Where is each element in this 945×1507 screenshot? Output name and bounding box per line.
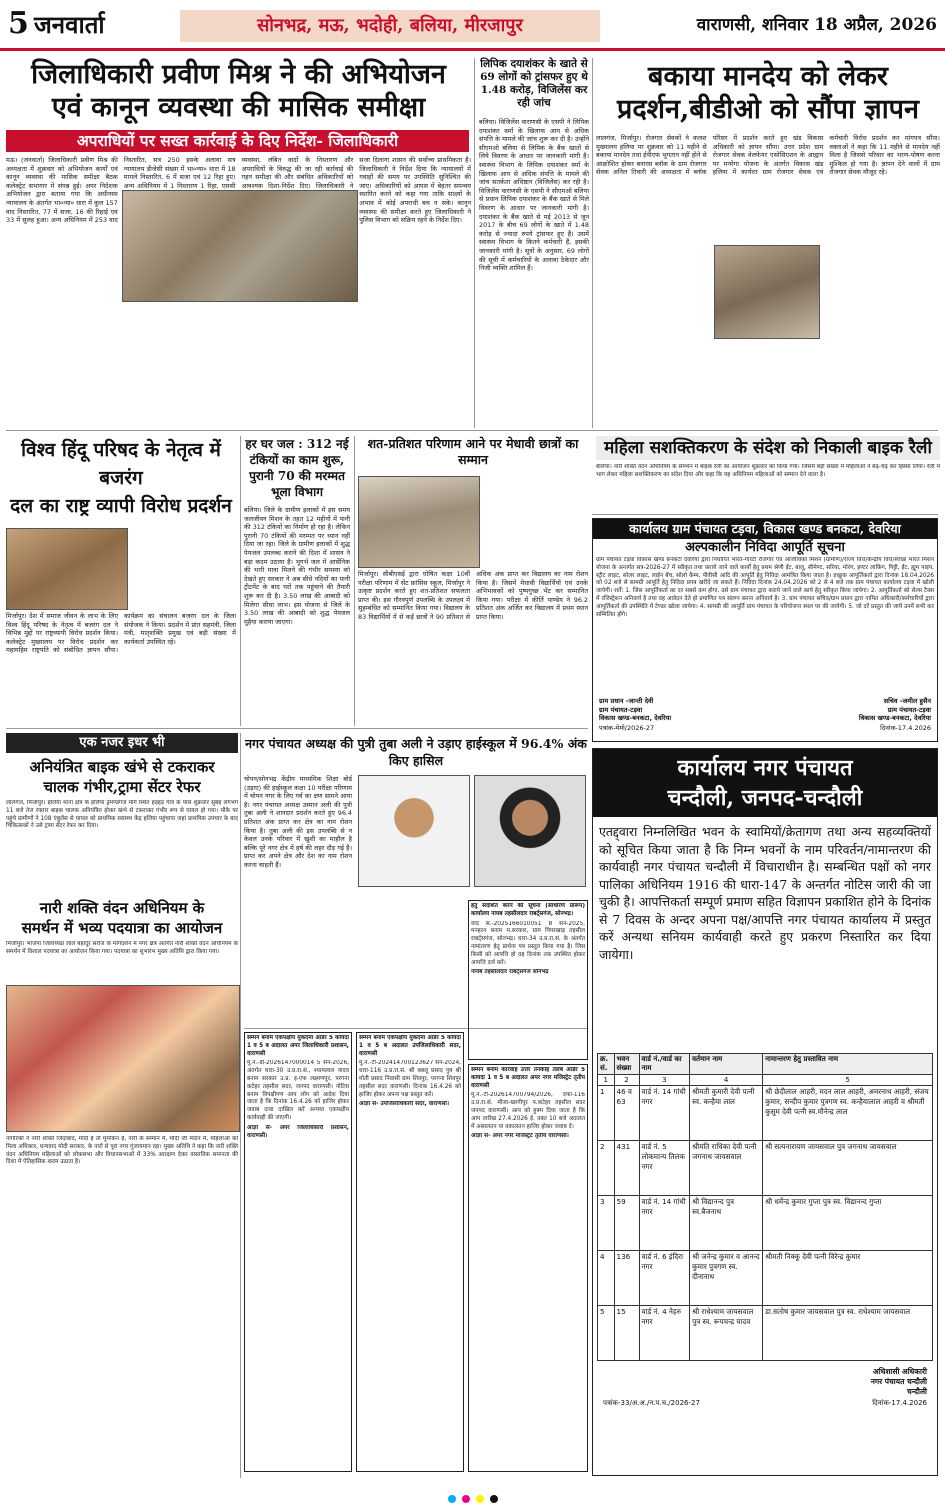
tuba-body: चोपन/सोनभद्र केंद्रीय माध्यमिक शिक्षा बोर्ड (उड़ाए) की हाईस्कूल कक्षा 10 परीक्षा परिणाम में चोपन नगर के लिए गर्व का क्षण सामने आया है। नगर पंचायत अध्यक्ष उस्मान अली की पुत्री तुबा अली ने शानदार प्रदर्शन करते हुए 96.4 प्रतिशत अंक प्राप्त कर क्षेत्र का नाम रोशन किया है। तुबा अली की इस उपलब्धि से न केवल उनके परिवार में खुशी का माहौल है बल्कि पूरे नगर क्षेत्र में हर्ष की लहर दौड़ गई है। प्राप्त कर अपने क्षेत्र और देश का नाम रोशन करना चाहती हैं।	[244, 775, 352, 869]
tender-signatures	[593, 697, 937, 723]
table-cell: श्रीमती निक्कू देवी पत्नी विरेन्द्र कुमार	[763, 1251, 933, 1306]
tuba-photo-father	[358, 775, 470, 887]
notice4-sign: आज्ञा से- अपर नगर मजिस्ट्रेट तृतीय वाराणसी।	[471, 1133, 569, 1140]
nagar-sign2: नगर पंचायत चन्दौली	[870, 1377, 927, 1386]
table-cell: श्री विद्यानन्द पुत्र स्व.बैजनाथ	[690, 1196, 763, 1251]
table-cell: डा.सतोष कुमार जायसवाल पुत्र स्व. राधेश्याम जायसवाल	[763, 1306, 933, 1361]
vhp-photo	[6, 528, 128, 610]
nagar-col-header: क्र. सं.	[598, 1054, 615, 1075]
tender-notice	[592, 518, 938, 742]
notice3-body: वाद सं.-2025166010051 8 सन-2025, मनहरन बनाम म.सरकार, ग्राम पिपरखाड़ तहसील राबर्ट्सगंज, सोनभद्र। धारा-34 उ.प्र.रा.सं. के अंतर्गत नामांतरण हेतु प्रार्थना पत्र प्रस्तुत किया गया है। जिस किसी को आपत्ति हो वह दिनांक तक उपस्थित होकर आपत्ति दर्ज करें।	[471, 920, 585, 966]
vhp-headline-line2: दल का राष्ट्र व्यापी विरोध प्रदर्शन	[10, 495, 232, 517]
col-rule	[592, 58, 593, 428]
tuba-headline: नगर पंचायत अध्यक्ष की पुत्री तुबा अली ने उड़ाए हाईस्कूल में 96.4% अंक किए हासिल	[245, 736, 587, 768]
story1-headline-line1: जिलाधिकारी प्रवीण मिश्र ने की अभियोजन	[31, 59, 446, 90]
table-cell: 15	[614, 1306, 639, 1361]
table-cell: श्री सत्यनारायण जायसवाल पुत्र जगनाथ जायसवाल	[763, 1141, 933, 1196]
story1-subhead: अपराधियों पर सख्त कार्रवाई के दिए निर्देश- जिलाधिकारी	[6, 130, 469, 152]
nagar-signature	[593, 1361, 937, 1397]
table-cell: वार्ड नं. 6 इंदिरा नगर	[639, 1251, 690, 1306]
masthead	[0, 0, 945, 52]
nagar-body: एतद्द्वारा निम्नलिखित भवन के स्वामियों/क्रेतागण तथा अन्य सहव्यक्तियों को सूचित किया जाता है कि निम्न भवनों के नाम परिवर्तन/नामान्तरण की कार्यवाही नगर पंचायत चन्दौली में विचाराधीन है। सम्बन्धित पक्षों को नगर पालिका अधिनियम 1916 की धारा-147 के अन्तर्गत नोटिस जारी की जा चुकी है। आपत्तिकर्ता सम्पूर्ण प्रमाण सहित विज्ञापन प्रकाशित होने के दिनांक से 7 दिवस के अन्दर अपना पक्ष/आपत्ति नगर पंचायत कार्यालय में प्रस्तुत करें अन्यथा सनियम कार्यवाही करते हुए प्रकरण निस्तारित कर दिया जायेगा।	[599, 824, 931, 962]
notice2-title: सम्मन बनाम एकपक्षीय मुकदमा आर्डर 5 कायदा 1 व 5 ब अदालत उपजिलाधिकारी सदर, वाराणसी	[359, 1035, 461, 1057]
tender-ref-row	[593, 723, 937, 732]
table-cell: वार्ड नं. 14 गांधी नगर	[639, 1086, 690, 1141]
table-cell: 46 व 63	[614, 1086, 639, 1141]
story2-photo-protest	[714, 245, 820, 339]
tender-sign-left-place: ग्राम पंचायत-टड़वा	[599, 705, 643, 714]
tender-sign-left-block: विकास खण्ड-बनकटा, देवरिया	[599, 714, 672, 722]
section-rule	[592, 514, 938, 515]
table-cell: वार्ड नं. 14 गांधी नगर	[639, 1196, 690, 1251]
page-number: 5	[8, 6, 29, 41]
color-registration-bar	[0, 1488, 945, 1507]
section-rule	[6, 430, 938, 431]
nari-body2: नागरिकों ने नारी शक्ति जिंदाबाद, मोदी है तो मुमकिन है, नारी के सम्मान में, मोदी जी मैदान में, महिलाओं को मिला अधिकार, धन्यवाद मोदी सरकार, के नारों से पूरा नगर गुंजायमान रहा। मुख्य अतिथि ने कहा कि नारी शक्ति वंदन अधिनियम महिलाओं को लोकसभा और विधानसभाओं में 33% आरक्षण देकर वास्तविक समानता की दिशा में ऐतिहासिक कदम उठाता है।	[6, 1136, 238, 1166]
rally-headline: महिला सशक्तिकरण के संदेश को निकाली बाइक रैली	[596, 436, 940, 460]
tender-body: ग्राम पंचायत टड़वा विकास खण्ड बनकटा देवरिया द्वारा निर्धारित भारत-गारंटी रोजगार एवं आजीविका मिशन (ग्रामीण)/राज्य वित्त/केन्द्रीय वित्त/स्वच्छ भारत मिशन योजना के अन्तर्गत सत्र-2026-27 में स्वीकृत तथा कराये जाने वाले कार्यों हेतु प्रथम श्रेणी ईंट, बालू, सीमेण्ट, सरिया, मोरंग, इण्टर लाकिंग, गिट्टी, ईंट, ह्यूम पाइप, स्ट्रीट लाइट, सोलर लाइट, लाईन बेंच, सोलो कैम्प, पीवीसी आदि की आपूर्ति हेतु निविदा आमंत्रित किया जाता है। इच्छुक आपूर्तिकर्ता द्वारा दिनांक 18.04.2026 को 02 बजे से सामग्री आपूर्ति हेतु निविदा प्रपत्र खरीदे जा सकते हैं। निविदा दिनांक 24.04.2026 को 2 से 4 बजे तक ग्राम पंचायत कार्यालय टड़वा में खोली जायेगी। शर्तें: 1. जिस आपूर्तिकर्ता का दर सबसे कम होगा, उसे ग्राम पंचायत द्वारा कराये जाने वाले कार्य हेतु स्वीकृत किया जायेगा। 2. आपूर्तिकर्ता को सेल्स टैक्स में रजिस्ट्रेशन अनिवार्य है तथा वह आवेदन देते हो प्रमाणित पत्र संलग्न करना अनिवार्य है। 3. ग्राम पंचायत सचिव/ग्राम प्रधान द्वारा नामित अधिकारी/कर्मचारियों द्वारा आपूर्तिकर्ता की उपस्थिति में टेण्डर खोला जायेगा। 4. सामग्री की आपूर्ति ग्राम पंचायत के परियोजना स्थल पर की जायेगी। 5. जो दरें प्रस्तुत की जायें उनमें सभी कर सम्मिलित होंगे।	[596, 557, 935, 618]
notice4-title: सम्मन बनाम कारवाह उत्तर तनकीह तलब आर्डर 5 कायदा 1 व 5 ब अदालत अपर नगर मजिस्ट्रेट तृतीय वाराणसी	[471, 1067, 585, 1089]
tender-office: कार्यालय ग्राम पंचायत टड़वा, विकास खण्ड बनकटा, देवरिया	[593, 519, 937, 539]
tender-title: अल्पकालीन निविदा आपूर्ति सूचना	[685, 540, 845, 555]
nagar-ref-row	[593, 1397, 937, 1410]
notice1-body: मु.नं.-डी-2026147000014 5 सन-2026, अंतर्गत धारा-30 उ.प्र.रा.सं., श्यामलाल यादव बनाम सरकार उ.प्र. इ-एफ लक्ष्मणपुर, परगना कटेहर तहसील सदर, जनपद वाराणसी। नोटिस बनाम विपक्षीगण आप लोग को आदेश दिया जाता है कि दिनांक 16.4.26 को हाजिर होकर जवाब दावा दाखिल करें अन्यथा एकपक्षीय कार्यवाही की जाएगी।	[247, 1060, 349, 1121]
table-cell: 5	[598, 1306, 615, 1361]
table-cell: श्री जनेन्द्र कुमार व आनन्द कुमार पुत्रगण स्व. दीनानाथ	[690, 1251, 763, 1306]
result-headline: शत-प्रतिशत परिणाम आने पर मेधावी छात्रों का सम्मान	[367, 436, 579, 467]
nagar-table-header-numbers	[598, 1075, 933, 1086]
story2-body: लालगंज, मिर्जापुर। रोजगार सेवकों ने कलश मुख्यालय हलिया पर शुक्रवार को 11 महीने से बकाया मानदेय तथा ईपीएफ भुगतान नहीं होने से आक्रोशित होकर बनारस ब्लॉक के ग्राम रोजगार सेवक अनिल तिवारी की अध्यक्षता में ब्लॉक परिसर में प्रदर्शन करते हुए खंड विकास अधिकारी को ज्ञापन सौंपा। उत्तर प्रदेश ग्राम रोजगार सेवक वेलफेयर एसोसिएशन के आह्वान पर मनरेगा योजना के अंतर्गत विकास खंड हलिया में कार्यरत ग्राम रोजगार सेवक एवं कर्मचारी विरोध प्रदर्शन कर मांगपत्र सौंपा। वक्ताओं ने कहा कि 11 महीने से मानदेय नहीं मिला है जिससे परिवार का भरण-पोषण करना मुश्किल हो गया है। ज्ञापन देने वालों में ग्राम रोजगार सेवक मौजूद रहे।	[596, 134, 940, 177]
bike-headline-line1: अनियंत्रित बाइक खंभे से टकराकर	[29, 758, 215, 776]
notice4	[468, 1064, 588, 1472]
notice1-sign: आज्ञा से- अपर जिलाधिकारी प्रशासन, वाराणसी।	[247, 1124, 349, 1139]
table-row	[598, 1086, 933, 1141]
nagar-sign3: चन्दौली	[906, 1387, 927, 1396]
nari-headline-line2: समर्थन में भव्य पदयात्रा का आयोजन	[21, 919, 223, 937]
bike-body: लालगंज, मिर्जापुर। हलिया थाना क्षेत्र के हलिया ड्रमण्डगंज मार्ग स्थित हड़हड़ गांव के पास शुक्रवार सुबह लगभग 11 बजे तेज रफ्तार बाइक चालक अनियंत्रित होकर खंभे से टकराकर गंभीर रूप से घायल हो गया। मौके पर पहुंचे ग्रामीणों ने 108 एंबुलेंस से घायल को प्राथमिक स्वास्थ्य केंद्र हलिया पहुंचाया जहां प्राथमिक उपचार के बाद चिकित्सकों ने उसे ट्रामा सेंटर रेफर कर दिया।	[6, 800, 238, 830]
result-body: मिर्जापुर। सीबीएसई द्वारा घोषित कक्षा 10वीं परीक्षा परिणाम में सेंट फ्रांसिस स्कूल, मिर्जापुर ने उत्कृष्ट प्रदर्शन करते हुए शत-प्रतिशत सफलता प्राप्त की। इस गौरवपूर्ण उपलब्धि के उपलक्ष्य में सुहम्बंधित को सम्मानित किया गया। विद्यालय के 83 विद्यार्थियों में से कई छात्रों ने 90 प्रतिशत से अधिक अंक प्राप्त कर विद्यालय का नाम रोशन किया है। जिसमें मेधावी विद्यार्थियों एवं उनके अभिभावकों को पुष्पगुच्छ भेंट कर सम्मानित किया गया। परीक्षा में कीर्ति पाण्डेय ने 96.2 प्रतिशत अंक अर्जित कर विद्यालय में प्रथम स्थान प्राप्त किया।	[358, 570, 588, 621]
story1-photo-meeting	[122, 190, 358, 302]
nari-headline-line1: नारी शक्ति वंदन अधिनियम के	[39, 899, 205, 917]
table-cell: 4	[598, 1251, 615, 1306]
nari-body: मिर्जापुर। भाजपा जिलाध्यक्ष लाल बहादुर सरोज के मार्गदर्शन में नगर क्षेत्र अंतर्गत नारी शक्ति वंदन अधिनियम के समर्थन में विशाल पदयात्रा का आयोजन किया गया। पदयात्रा का शुभारंभ मुख्य अतिथि द्वारा किया गया।	[6, 941, 238, 955]
section-rule	[6, 728, 588, 729]
nagar-col-number: 2	[614, 1075, 639, 1086]
col-rule	[240, 436, 241, 726]
nagar-col-header: नामान्तरण हेतु प्रस्तावित नाम	[763, 1054, 933, 1075]
nagar-table-header	[598, 1054, 933, 1075]
notice3-sign: नायब तहसीलदार राबर्ट्सगंज सोनभद्र	[471, 969, 549, 976]
nagar-title	[593, 749, 937, 817]
notice1	[244, 1032, 352, 1472]
nagar-date: दिनांक-17.4.2026	[872, 1399, 927, 1407]
nari-photo-padyatra	[6, 985, 240, 1132]
table-cell: 59	[614, 1196, 639, 1251]
tuba-photo-student	[474, 775, 586, 887]
story1-headline	[6, 58, 471, 124]
vhp-headline-line1: विश्व हिंदू परिषद के नेतृत्व में बजरंग	[21, 439, 221, 489]
notice4-body: मु.नं.-टी-202614700794/2026, दफा-116 उ.प्र.रा.सं. मौजा-खरगीपुर प.कटेहर तहसील सदर जनपद वाराणसी। आप को हुक्म दिया जाता है कि आप तारीख 27.4.2026 ई. वक्त 10 बजे अदालत में असालतन या वकालतन हाजिर होकर जवाब दें।	[471, 1092, 585, 1130]
nagar-table-wrap	[593, 1053, 937, 1361]
tender-sign-right-block: विकास खण्ड-बनकटा, देवरिया	[858, 714, 931, 722]
story1-headline-line2: एवं कानून व्यवस्था की मासिक समीक्षा	[51, 92, 426, 123]
ek-nazar-label: एक नजर इधर भी	[6, 733, 238, 753]
table-cell: वार्ड नं. 5 लोकमान्य तिलक नगर	[639, 1141, 690, 1196]
nagar-title-line2: चन्दौली, जनपद-चन्दौली	[667, 785, 863, 811]
tender-sign-left-label: ग्राम प्रधान -जान्ती देवी	[599, 697, 654, 705]
nagar-title-line1: कार्यालय नगर पंचायत	[677, 755, 853, 781]
nagar-col-number: 4	[690, 1075, 763, 1086]
bike-headline	[6, 757, 238, 797]
table-cell: 2	[598, 1141, 615, 1196]
nagar-col-header: वार्ड नं./वार्ड का नाम	[639, 1054, 690, 1075]
tender-sign-right-label: सचिव -जमील हुसैन	[883, 697, 931, 705]
nagar-col-number: 1	[598, 1075, 615, 1086]
dateline: वाराणसी, शनिवार 18 अप्रैल, 2026	[696, 15, 937, 35]
tank-body: बलिया। जिले के ग्रामीण इलाकों में इस समय जलजीवन मिशन के तहत 12 महीनों में पानी की 312 टंकियों का निर्माण हो रहा है। लेकिन पुरानी 70 टंकियों की मरम्मत पर ध्यान नहीं दिया जा रहा। जिले के ग्रामीण इलाकों में शुद्ध पेयजल उपलब्ध कराने की दिशा में शासन ने बड़ा कदम उठाया है। भूगर्भ जल में आर्सेनिक की भारी मात्रा मिलने की गंभीर समस्या को देखते हुए सरकार ने अब सीधे नदियों का पानी ट्रीटमेंट के बाद घरों तक पहुंचाने की तैयारी शुरू कर दी है। 3.50 लाख की आबादी को मिलेगा सीधा लाभ। इस योजना से जिले के 3.50 लाख की आबादी को शुद्ध पेयजल मुहैया कराया जाएगा।	[244, 506, 350, 626]
nagar-notice	[592, 748, 938, 1476]
col-rule	[354, 436, 355, 726]
table-cell: श्री धर्मेन्द्र कुमार गुप्ता पुत्र स्व. विद्यानन्द गुप्ता	[763, 1196, 933, 1251]
notice2-body: मु.नं.-टी-202414700123627 सन-2024, धारा-116 उ.प्र.रा.सं. श्री बबलू प्रसाद पुत्र श्री मोती प्रसाद निवासी ग्राम शिवपुर, परगना शिवपुर तहसील सदर वाराणसी। दिनांक 16.4.26 को हाजिर होकर अपना पक्ष प्रस्तुत करें।	[359, 1060, 461, 1098]
table-cell: श्रीमति राधिका देवी पत्नी जगनाथ जायसवाल	[690, 1141, 763, 1196]
result-photo-students	[358, 476, 480, 568]
nagar-col-number: 3	[639, 1075, 690, 1086]
table-row	[598, 1141, 933, 1196]
masthead-rule	[0, 48, 945, 51]
table-cell: 1	[598, 1086, 615, 1141]
notice2-sign: आज्ञा से- उपजिलाधिकारी सदर, वाराणसी।	[359, 1101, 450, 1108]
nari-headline	[6, 898, 238, 938]
bike-headline-line2: चालक गंभीर,ट्रामा सेंटर रेफर	[43, 778, 201, 796]
table-row	[598, 1306, 933, 1361]
story1-body: मऊ। (जनवार्ता) जिलाधिकारी प्रवीण मिश्र की अध्यक्षता में शुक्रवार को अभियोजन कार्यों एवं कानून व्यवस्था की मासिक समीक्षा बैठक कलेक्ट्रेट सभागार में संपन्न हुई। अपर निदेशक अभियोजन द्वारा बताया गया कि अधीनस्थ न्यायालय के अंतर्गत भा०न्या० धारा में कुल 157 वाद निस्तारित, 77 में सजा, 16 की रिहाई एवं 33 में सुलह हुआ। अन्य अधिनियम में 253 वाद निस्तारित, सत्र 250 इसके अलावा सत्र न्यायालय डीजेसी संख्या में भा०न्या० धारा में 18 मामले निस्तारित, 6 में सजा एवं 12 रिहा हुए। अन्य अधिनियम में 1 निस्तारण 1 रिहा, एससी व्यवस्था, लंबित वादों के निस्तारण और अपराधियों के विरुद्ध की जा रही कार्रवाई की गहन समीक्षा की और संबंधित अधिकारियों को आवश्यक दिशा-निर्देश दिए। जिलाधिकारी ने सजा दिलाना शासन की सर्वोच्च प्राथमिकता है। जिलाधिकारी ने निर्देश दिया कि न्यायालयों में गवाहों की समय पर उपस्थिति सुनिश्चित की जाए। अधिकारियों को आपस में बेहतर समन्वय स्थापित करने को कहा गया ताकि साक्ष्यों के अभाव में कोई अपराधी बच न सके। कानून व्यवस्था की समीक्षा करते हुए जिलाधिकारी ने पुलिस विभाग को सक्रिय रहने के निर्देश दिए।	[6, 156, 471, 225]
story2-headline	[596, 60, 940, 126]
vhp-headline	[6, 436, 236, 520]
vhp-body: मिर्जापुर। देश में समाज जीवन के लाभ के लिए विश्व हिंदू परिषद के नेतृत्व में बजरंग दल ने विभिन्न मुद्दों पर राष्ट्रव्यापी विरोध प्रदर्शन किया। कलेक्ट्रेट मुख्यालय पर विरोध प्रदर्शन कर महामहिम राष्ट्रपति को संबोधित ज्ञापन सौंपा। कार्यक्रम का संचालन बजरंग दल के जिला संयोजक ने किया। प्रदर्शन में प्रांत सहमंत्री, जिला मंत्री, मातृशक्ति प्रमुख एवं बड़ी संख्या में कार्यकर्ता उपस्थित रहे।	[6, 612, 236, 655]
table-row	[598, 1196, 933, 1251]
nagar-ref: पत्रांक-33/अ.अ./न.प.च./2026-27	[603, 1399, 700, 1407]
table-cell: श्री छेदीलाल आहरी, मदन लाल आहरी, अमरनाथ आहरी, संजय कुमार, सन्दीप कुमार पुत्रगण स्व. कन्हैयालाल आहरी व श्रीमती कुसुम देवी पत्नी स्व.मौनेन्द्र लाल	[763, 1086, 933, 1141]
nagar-table-body	[598, 1086, 933, 1361]
notice2	[356, 1032, 464, 1472]
notice1-title: सम्मन बनाम एकपक्षीय मुकदमा आर्डर 5 कायदा 1 व 5 ब अदालत अपर जिलाधिकारी प्रशासन, वाराणसी	[247, 1035, 349, 1057]
tank-headline: हर घर जल : 312 नई टंकियों का काम शुरू, पुरानी 70 की मरम्मत भूला विभाग	[245, 437, 349, 499]
tender-date: दिनांक-17.4.2026	[880, 723, 931, 732]
notice3-title: हेतु संदर्शित करने की सूचना (साधारण प्रारूप) कार्यालय नायब तहसीलदार राबर्ट्सगंज, सोनभद्र।	[471, 903, 585, 917]
nagar-col-number: 5	[763, 1075, 933, 1086]
notice3	[468, 900, 588, 1060]
table-cell: श्री राधेश्याम जायसवाल पुत्र स्व. रूपचन्द्र यादव	[690, 1306, 763, 1361]
jila-headline: लिपिक दयाशंकर के खाते से 69 लोगों को ट्रांसफर हुए थे 1.48 करोड़, विजिलेंस कर रही जांच	[480, 58, 588, 109]
table-cell: वार्ड नं. 4 नेहरु नगर	[639, 1306, 690, 1361]
table-row	[598, 1251, 933, 1306]
table-cell: 136	[614, 1251, 639, 1306]
rally-body: बलिया। नारी शक्ति वंदन अधिनियम के समर्थन में बाइक रैली का आयोजन शुक्रवार को किया गया। जिसमें बड़ी संख्या में महिलाओं ने बढ़-चढ़ कर हिस्सा लिया। रैली में भाग लेकर महिला सशक्तिकरण का संदेश दिया और कहा कि यह अधिनियम महिलाओं को सम्मान देने वाला है।	[596, 464, 940, 478]
table-cell: 3	[598, 1196, 615, 1251]
story2-headline-line2: प्रदर्शन,बीडीओ को सौंपा ज्ञापन	[616, 94, 920, 125]
nagar-sign1: अधिशासी अधिकारी	[873, 1367, 927, 1376]
col-rule	[240, 733, 241, 1478]
jila-body: बलिया। विजिलेंस वाराणसी के एसपी ने लिपिक दयाशंकर वर्मा के खिलाफ आय से अधिक संपत्ति के मामले की जांच शुरू कर दी है। उन्होंने सीएमओ बलिया से लिपिक के बैंक खातों से लिये विवरण के आधार पर जानकारी मांगी है। स्वास्थ्य विभाग के लिपिक दयाशंकर वर्मा के खिलाफ आय से अधिक संपत्ति के मामले की जांच सतर्कता अधिष्ठान (विजिलेंस) कर रही है। विजिलेंस वाराणसी के एसपी ने सीएमओ बलिया से प्रधान लिपिक दयाशंकर के बैंक खाते से मिले विवरण के आधार पर जानकारी मांगी है। दयाशंकर के बैंक खाते से मई 2013 से जून 2017 के बीच 69 लोगों के खाते में 1.48 करोड़ से ज्यादा रुपये ट्रांसफर हुए हैं। उसमें स्वास्थ्य विभाग के कितने कर्मचारी हैं, इसकी जानकारी मांगी है। सूत्रों के अनुसार, 69 लोगों की सूची में कर्मचारियों के अलावा ठेकेदार और निजी व्यक्ति शामिल हैं।	[479, 118, 589, 273]
col-rule	[474, 58, 475, 428]
tender-ref: पत्रांक-मेमो/2026-27	[599, 723, 655, 732]
paper-name: जनवार्ता	[34, 10, 105, 39]
story2-headline-line1: बकाया मानदेय को लेकर	[648, 61, 888, 92]
table-cell: श्रीमती कुमारी देवी पत्नी स्व. कन्हैया लाल	[690, 1086, 763, 1141]
nagar-col-header: वर्तमान नाम	[690, 1054, 763, 1075]
table-cell: 431	[614, 1141, 639, 1196]
nagar-col-header: भवन संख्या	[614, 1054, 639, 1075]
tender-sign-right-place: ग्राम पंचायत-टड़वा	[887, 705, 931, 714]
districts-band: सोनभद्र, मऊ, भदोही, बलिया, मीरजापुर	[180, 10, 600, 42]
nagar-table	[597, 1053, 933, 1361]
